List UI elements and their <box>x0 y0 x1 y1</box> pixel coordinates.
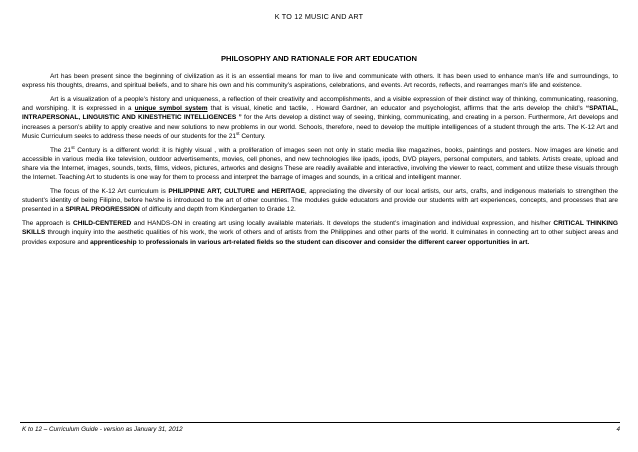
page-title: PHILOSOPHY AND RATIONALE FOR ART EDUCATION <box>220 54 418 63</box>
paragraph-4-text-b: , appreciating the diversity of our local artists, our arts, crafts, and indigenous materials to strengthen the student’s identity of being Filipino, before he/she is introduced to the art of other countries. The modules guide educators and provide our students with art experiences, concepts, and processes that are presented in a <box>22 188 619 214</box>
footer-version-text: K to 12 – Curriculum Guide - version as January 31, 2012 <box>22 426 183 433</box>
paragraph-5-text-d: to <box>136 238 146 246</box>
emphasis-apprenticeship: apprenticeship <box>90 238 137 246</box>
paragraph-1: Art has been present since the beginning of civilization as it is an essential means for man to live and communicate with others. It has been used to enhance man’s life and surroundings, to express his thoughts, dreams, and spiritual beliefs, and to share his own and his community’s aspirations, celebrations, and events. Art records, reflects, and rearranges man’s life and existence. <box>22 73 618 90</box>
emphasis-unique-symbol-system: unique symbol system <box>134 105 208 113</box>
superscript-st: st <box>235 130 240 136</box>
paragraph-4-text-a: The focus of the K-12 Art curriculum is <box>50 188 169 196</box>
paragraph-2-text-c: for the Arts develop a distinct way of seeing, thinking, communicating, and creating in a person. Furthermore, Art develops and increases a person’s ability to apply creative and new solutions to new problems in our world. Schools, therefore, need to develop the multiple intelligences of a student through the arts. The K-12 Art and Music Curriculum seeks to address these needs of our students for the 21 <box>22 114 618 140</box>
paragraph-4 <box>22 187 618 215</box>
paragraph-3 <box>22 146 618 183</box>
paragraph-2-text-a: Art is a visualization of a people’s history and uniqueness, a reflection of their creativity and accomplishments, and a visible expression of their distinct way of thinking, communicating, reasoning, and worshiping. It is expressed in a <box>22 96 618 113</box>
emphasis-spiral-progression: SPIRAL PROGRESSION <box>65 206 140 214</box>
emphasis-child-centered: CHILD-CENTERED <box>73 220 132 228</box>
footer-divider <box>20 422 620 423</box>
paragraph-2-text-d: Century. <box>239 132 266 140</box>
body-text <box>22 72 618 251</box>
paragraph-2-text-b: that is visual, kinetic and tactile, . Howard Gardner, an educator and psychologist, affirms that the arts develop the child’s <box>207 105 586 113</box>
paragraph-5 <box>22 219 618 247</box>
superscript-st: st <box>71 144 75 150</box>
paragraph-2 <box>22 95 618 141</box>
paragraph-5-text-c: through inquiry into the aesthetic qualities of his work, the work of others and of artists from the Philippines and other parts of the world. It culminates in connecting art to other subject areas and provides exposure and <box>22 229 618 246</box>
paragraph-5-text-b: and HANDS-ON in creating art using locally available materials. It develops the student’s imagination and individual expression, and his/her <box>131 220 554 228</box>
emphasis-intelligences: “SPATIAL, INTRAPERSONAL, LINGUISTIC AND KINESTHETIC INTELLIGENCES ” <box>22 105 618 122</box>
paragraph-4-text-c: of difficulty and depth from Kindergarten to Grade 12. <box>139 206 296 214</box>
paragraph-3-text-b: Century is a different world: it is highly visual , with a proliferation of images seen not only in static media like magazines, books, paintings and posters. Now images are kinetic and accessible in various media like television, outdoor advertisements, movies, cell phones, and new technologies like ipads, ipods, DVD players, personal computers, and tablets. Artists create, upload and share via the Internet, images, sounds, texts, films, videos, pictures, artworks and designs These are readily available and interactive, involving the viewer to react, comment and utilize these visuals through the Internet. Teaching Art to students is one way for them to process and interpret the barrage of images and sounds, in a critical and intelligent manner. <box>22 146 618 182</box>
running-header: K TO 12 MUSIC AND ART <box>274 12 364 21</box>
emphasis-professionals: professionals in various art-related fields so the student can discover and consider the different career opportunities in art. <box>145 238 530 246</box>
page-number: 4 <box>616 426 620 433</box>
emphasis-critical-thinking: CRITICAL THINKING SKILLS <box>22 220 618 237</box>
emphasis-philippine-art: PHILIPPINE ART, CULTURE and HERITAGE <box>168 188 305 196</box>
paragraph-5-text-a: The approach is <box>22 220 74 228</box>
paragraph-3-text-a: The 21 <box>50 146 72 154</box>
